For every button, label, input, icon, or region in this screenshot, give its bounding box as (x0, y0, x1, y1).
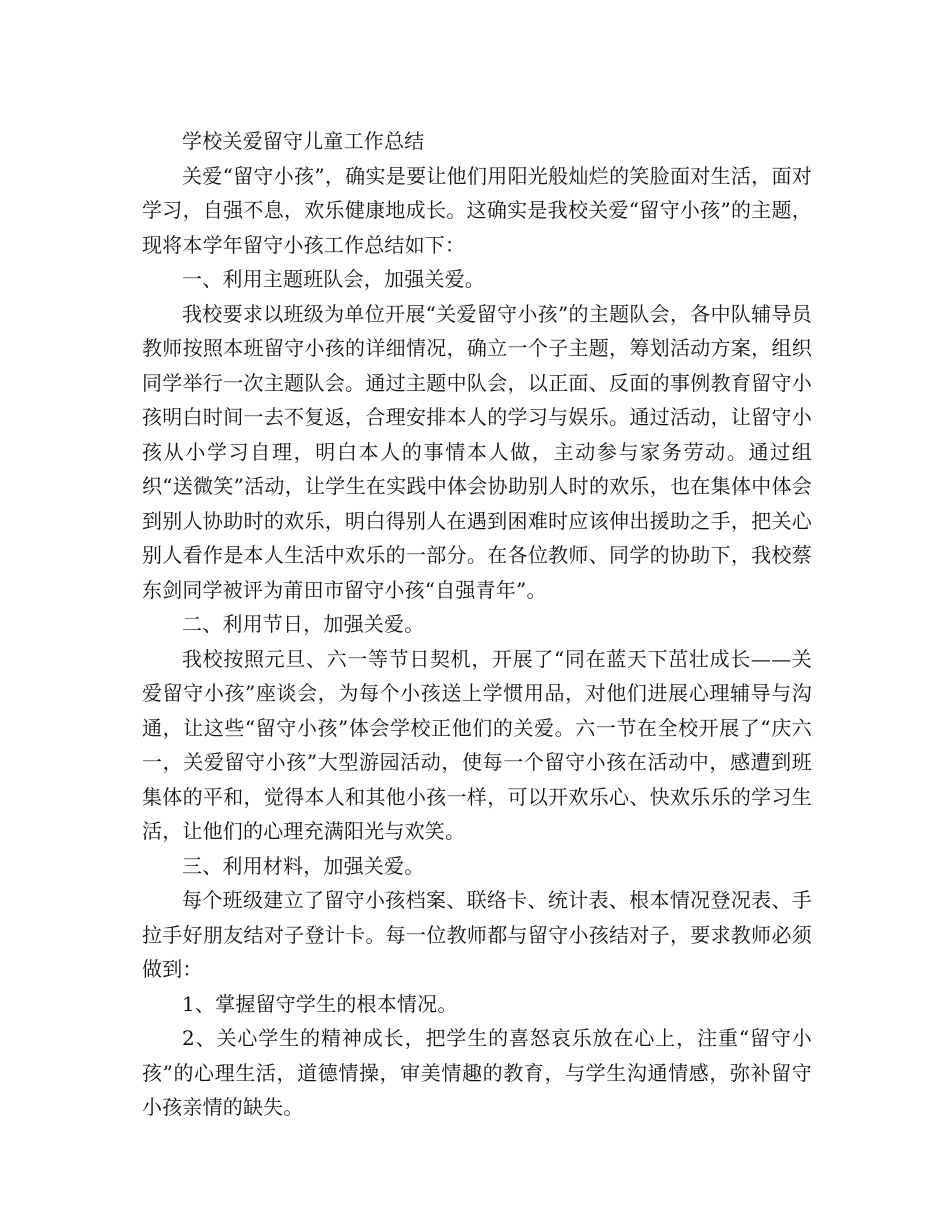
paragraph-section-3: 每个班级建立了留守小孩档案、联络卡、统计表、根本情况登况表、手拉手好朋友结对子登计卡。每一位教师都与留守小孩结对子，要求教师必须做到： (142, 888, 812, 981)
section-heading-3: 三、利用材料，加强关爱。 (182, 853, 425, 878)
document-title: 学校关爱留守儿童工作总结 (182, 129, 425, 153)
list-item-2: 2、关心学生的精神成长，把学生的喜怒哀乐放在心上，注重“留守小孩”的心理生活，道德情操，审美情趣的教育，与学生沟通情感，弥补留守小孩亲情的缺失。 (142, 1026, 812, 1119)
section-heading-1: 一、利用主题班队会，加强关爱。 (182, 267, 485, 291)
paragraph-section-1: 我校要求以班级为单位开展“关爱留守小孩”的主题队会，各中队辅导员教师按照本班留守小孩的详细情况，确立一个子主题，筹划活动方案，组织同学举行一次主题队会。通过主题中队会，以正面、反面的事例教育留守小孩明白时间一去不复返，合理安排本人的学习与娱乐。通过活动，让留守小孩从小学习自理，明白本人的事情本人做，主动参与家务劳动。通过组织“送微笑”活动，让学生在实践中体会协助别人时的欢乐，也在集体中体会到别人协助时的欢乐，明白得别人在遇到困难时应该伸出援助之手，把关心别人看作是本人生活中欢乐的一部分。在各位教师、同学的协助下，我校蔡东剑同学被评为莆田市留守小孩“自强青年”。 (142, 301, 812, 602)
list-item-1: 1、掌握留守学生的根本情况。 (182, 991, 458, 1016)
paragraph-intro: 关爱“留守小孩”，确实是要让他们用阳光般灿烂的笑脸面对生活，面对学习，自强不息，欢乐健康地成长。这确实是我校关爱“留守小孩”的主题，现将本学年留守小孩工作总结如下： (142, 163, 812, 257)
paragraph-section-2: 我校按照元旦、六一等节日契机，开展了“同在蓝天下茁壮成长——关爱留守小孩”座谈会，为每个小孩送上学惯用品，对他们进展心理辅导与沟通，让这些“留守小孩”体会学校正他们的关爱。六一节在全校开展了“庆六一，关爱留守小孩”大型游园活动，使每一个留守小孩在活动中，感遭到班集体的平和，觉得本人和其他小孩一样，可以开欢乐心、快欢乐乐的学习生活，让他们的心理充满阳光与欢笑。 (142, 646, 812, 843)
document-body (142, 124, 812, 1125)
section-heading-2: 二、利用节日，加强关爱。 (182, 612, 425, 636)
